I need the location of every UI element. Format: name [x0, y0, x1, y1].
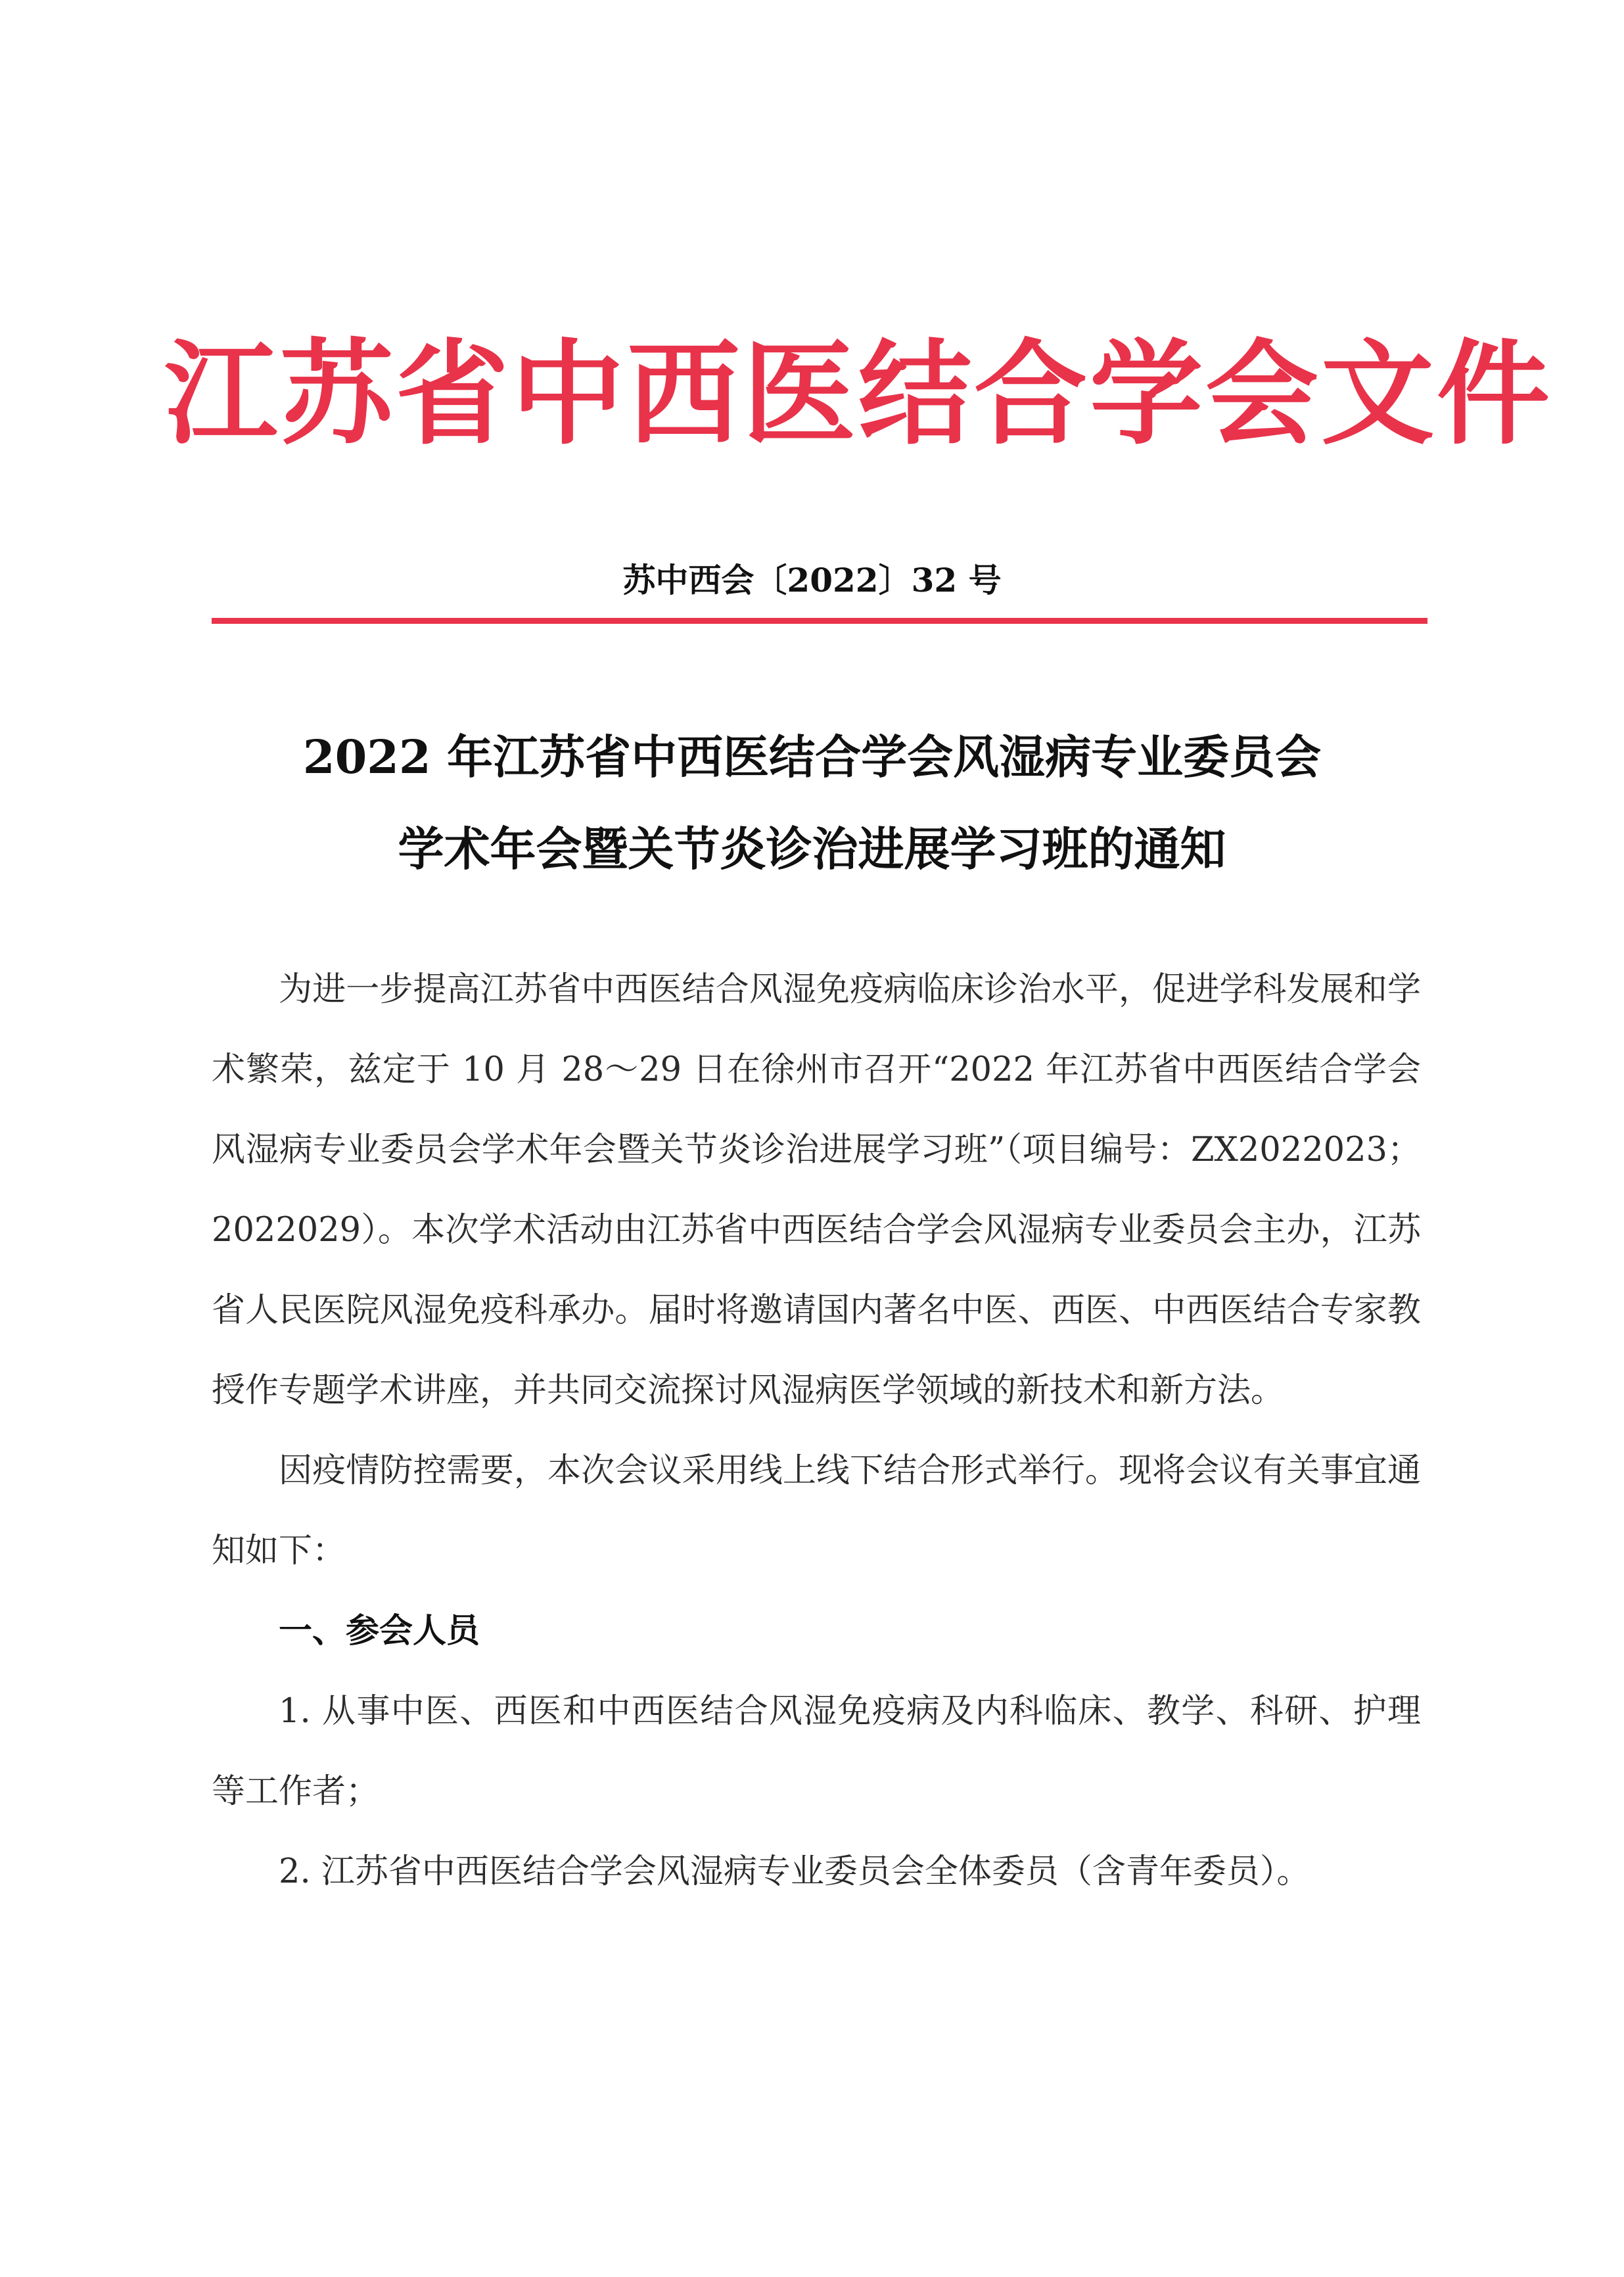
attendee-item-1: 1. 从事中医、西医和中西医结合风湿免疫病及内科临床、教学、科研、护理等工作者；: [212, 1692, 1421, 1811]
body-paragraph-format: 因疫情防控需要，本次会议采用线上线下结合形式举行。现将会议有关事宜通知如下：: [212, 1451, 1421, 1570]
notice-title-line-1: 2022 年江苏省中西医结合学会风湿病专业委员会: [302, 730, 1322, 784]
notice-title-line-2: 学术年会暨关节炎诊治进展学习班的通知: [398, 822, 1226, 876]
red-divider-line: [212, 618, 1427, 624]
document-number: 苏中西会〔2022〕32 号: [622, 561, 1002, 599]
masthead-title: 江苏省中西医结合学会文件: [164, 328, 1552, 460]
section-heading-attendees: 一、参会人员: [279, 1612, 480, 1651]
body-paragraph-intro: 为进一步提高江苏省中西医结合风湿免疫病临床诊治水平，促进学科发展和学术繁荣，兹定于 10 月 28～29 日在徐州市召开“2022 年江苏省中西医结合学会风湿病专业委员会学术年会暨关节炎诊治进展学习班”（项目编号：ZX2022023；2022029）。本次学术活动由江苏省中西医结合学会风湿病专业委员会主办，江苏省人民医院风湿免疫科承办。届时将邀请国内著名中医、西医、中西医结合专家教授作专题学术讲座，并共同交流探讨风湿病医学领域的新技术和新方法。: [212, 970, 1421, 1410]
attendee-item-2: 2. 江苏省中西医结合学会风湿病专业委员会全体委员（含青年委员）。: [279, 1852, 1311, 1891]
notice-title: [131, 711, 1493, 895]
notice-body: [212, 950, 1421, 1912]
